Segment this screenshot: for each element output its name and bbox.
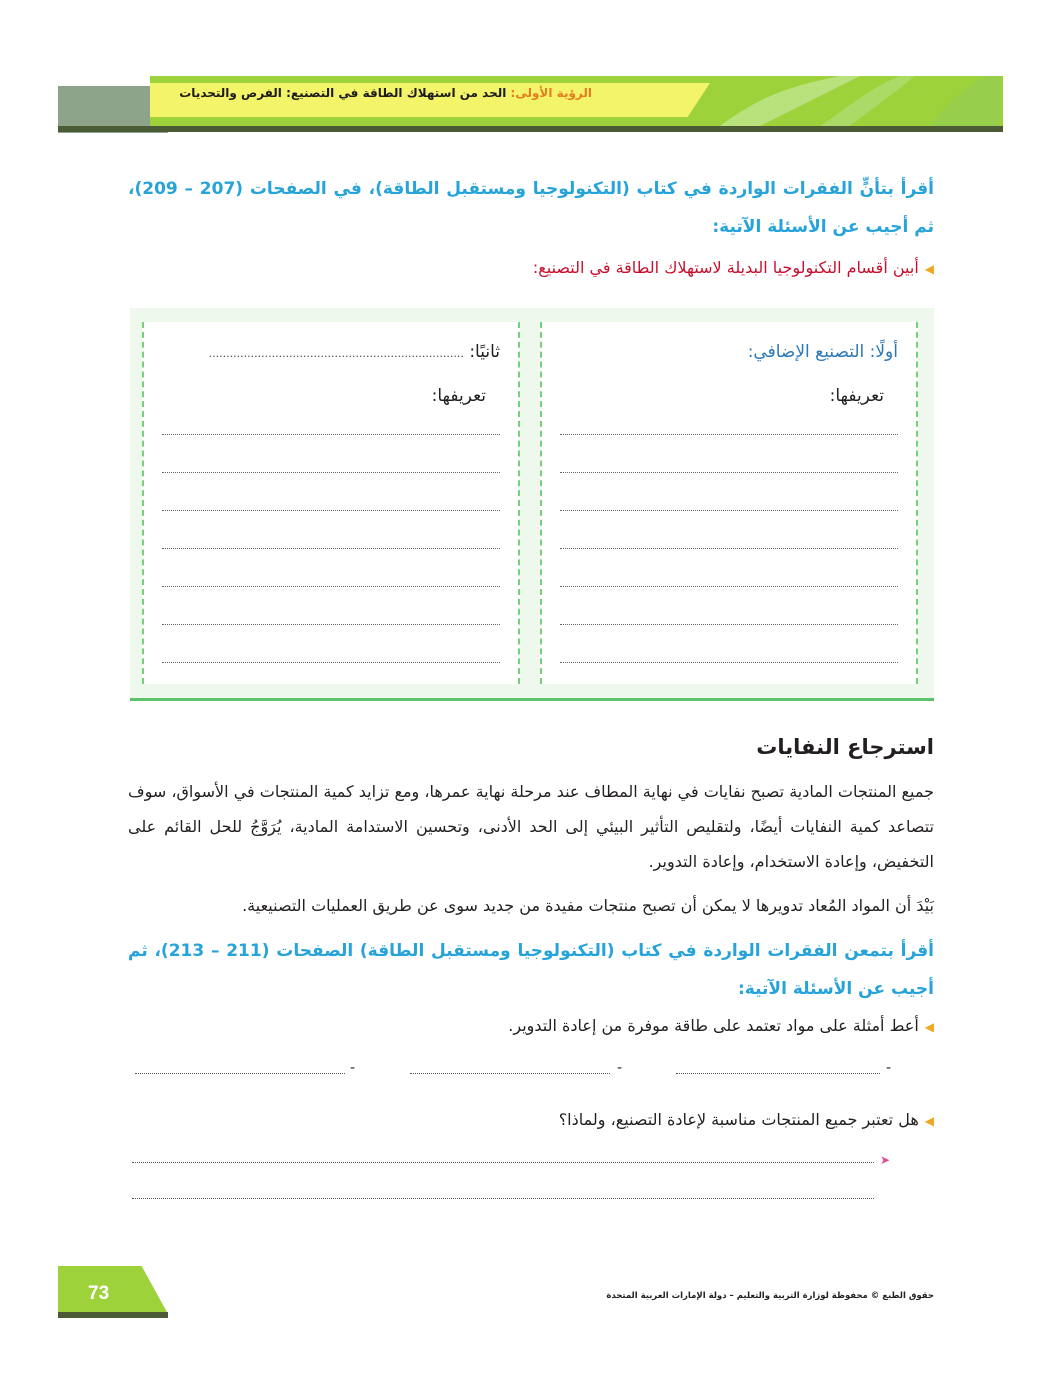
page-number: 73 xyxy=(88,1283,110,1304)
bullet-triangle-icon: ◀ xyxy=(924,1114,934,1128)
example-answer-line[interactable] xyxy=(135,1073,345,1074)
bullet-triangle-icon: ◀ xyxy=(924,262,934,276)
paragraph-waste-1: جميع المنتجات المادية تصبح نفايات في نهاية المطاف عند مرحلة نهاية عمرها، ومع تزايد كمية المنتجات في الأسواق، سوف تتصاعد كمية النفايات أيضًا، ولتقليص التأثير البيئي إلى الحد الأدنى، وتحسين الاستدامة المادية، يُرَوَّجُ للحل القائم على التخفيض، وإعادة الاستخدام، وإعادة التدوير. xyxy=(128,782,934,871)
question-alternative-tech xyxy=(533,258,934,277)
second-heading: ثانيًا: ......................................................................... xyxy=(208,342,500,362)
answer-dash: - xyxy=(886,1060,892,1076)
question-alternative-tech-text: أبين أقسام التكنولوجيا البديلة لاستهلاك الطاقة في التصنيع: xyxy=(532,258,919,277)
answer-line[interactable] xyxy=(560,624,898,625)
header-title-prefix: الرؤية الأولى: xyxy=(510,86,592,100)
answer-line[interactable] xyxy=(560,548,898,549)
answer-dash: - xyxy=(617,1060,623,1076)
answer-column-second xyxy=(142,322,520,684)
answer-table xyxy=(130,308,934,701)
answer-line[interactable] xyxy=(162,510,500,511)
answer-line[interactable] xyxy=(560,434,898,435)
answer-line[interactable] xyxy=(560,472,898,473)
second-definition-label: تعريفها: xyxy=(431,386,486,406)
footer-dark-rule xyxy=(58,1312,168,1318)
header-title xyxy=(179,86,592,100)
question-recycled-materials-text: أعط أمثلة على مواد تعتمد على طاقة موفرة من إعادة التدوير. xyxy=(508,1016,919,1035)
footer-green-tab xyxy=(58,1266,168,1314)
paragraph-waste-2: بَيْدَ أن المواد المُعاد تدويرها لا يمكن أن تصبح منتجات مفيدة من جديد سوى عن طريق العمليات التصنيعية. xyxy=(242,896,934,915)
section-title-waste-recovery: استرجاع النفايات xyxy=(756,735,934,759)
answer-line[interactable] xyxy=(162,624,500,625)
pointer-mark-icon: ➤ xyxy=(880,1153,891,1167)
answer-line[interactable] xyxy=(162,472,500,473)
reading-instruction-2: أقرأ بتمعن الفقرات الواردة في كتاب (التكنولوجيا ومستقبل الطاقة) الصفحات (211 – 213)، ثم أجيب عن الأسئلة الآتية: xyxy=(128,941,934,999)
leaf-decoration-icon xyxy=(700,76,1000,126)
reading-instruction-1: أقرأ بتأنٍّ الفقرات الواردة في كتاب (التكنولوجيا ومستقبل الطاقة)، في الصفحات (207 – 209)، ثم أجيب عن الأسئلة الآتية: xyxy=(128,179,934,237)
example-answer-line[interactable] xyxy=(676,1073,880,1074)
answer-line[interactable] xyxy=(162,434,500,435)
answer-line[interactable] xyxy=(162,586,500,587)
example-answer-line[interactable] xyxy=(410,1073,610,1074)
bullet-triangle-icon: ◀ xyxy=(924,1020,934,1034)
answer-line[interactable] xyxy=(560,586,898,587)
answer-dash: - xyxy=(350,1060,356,1076)
answer-line[interactable] xyxy=(162,662,500,663)
reason-answer-line[interactable] xyxy=(132,1198,874,1199)
question-remanufacturing-text: هل تعتبر جميع المنتجات مناسبة لإعادة التصنيع، ولماذا؟ xyxy=(558,1110,919,1129)
answer-line[interactable] xyxy=(560,662,898,663)
header-dark-rule xyxy=(58,126,1003,132)
answer-line[interactable] xyxy=(560,510,898,511)
header-title-text: الحد من استهلاك الطاقة في التصنيع: الفرص والتحديات xyxy=(179,86,507,100)
answer-line[interactable] xyxy=(162,548,500,549)
first-heading: أولًا: التصنيع الإضافي: xyxy=(747,342,898,362)
copyright-notice: حقوق الطبع © محفوظة لوزارة التربية والتعليم – دولة الإمارات العربية المتحدة xyxy=(606,1291,934,1301)
question-remanufacturing xyxy=(559,1110,934,1129)
first-definition-label: تعريفها: xyxy=(829,386,884,406)
reason-answer-line[interactable] xyxy=(132,1162,874,1163)
answer-column-first xyxy=(540,322,918,684)
question-recycled-materials xyxy=(508,1016,934,1035)
